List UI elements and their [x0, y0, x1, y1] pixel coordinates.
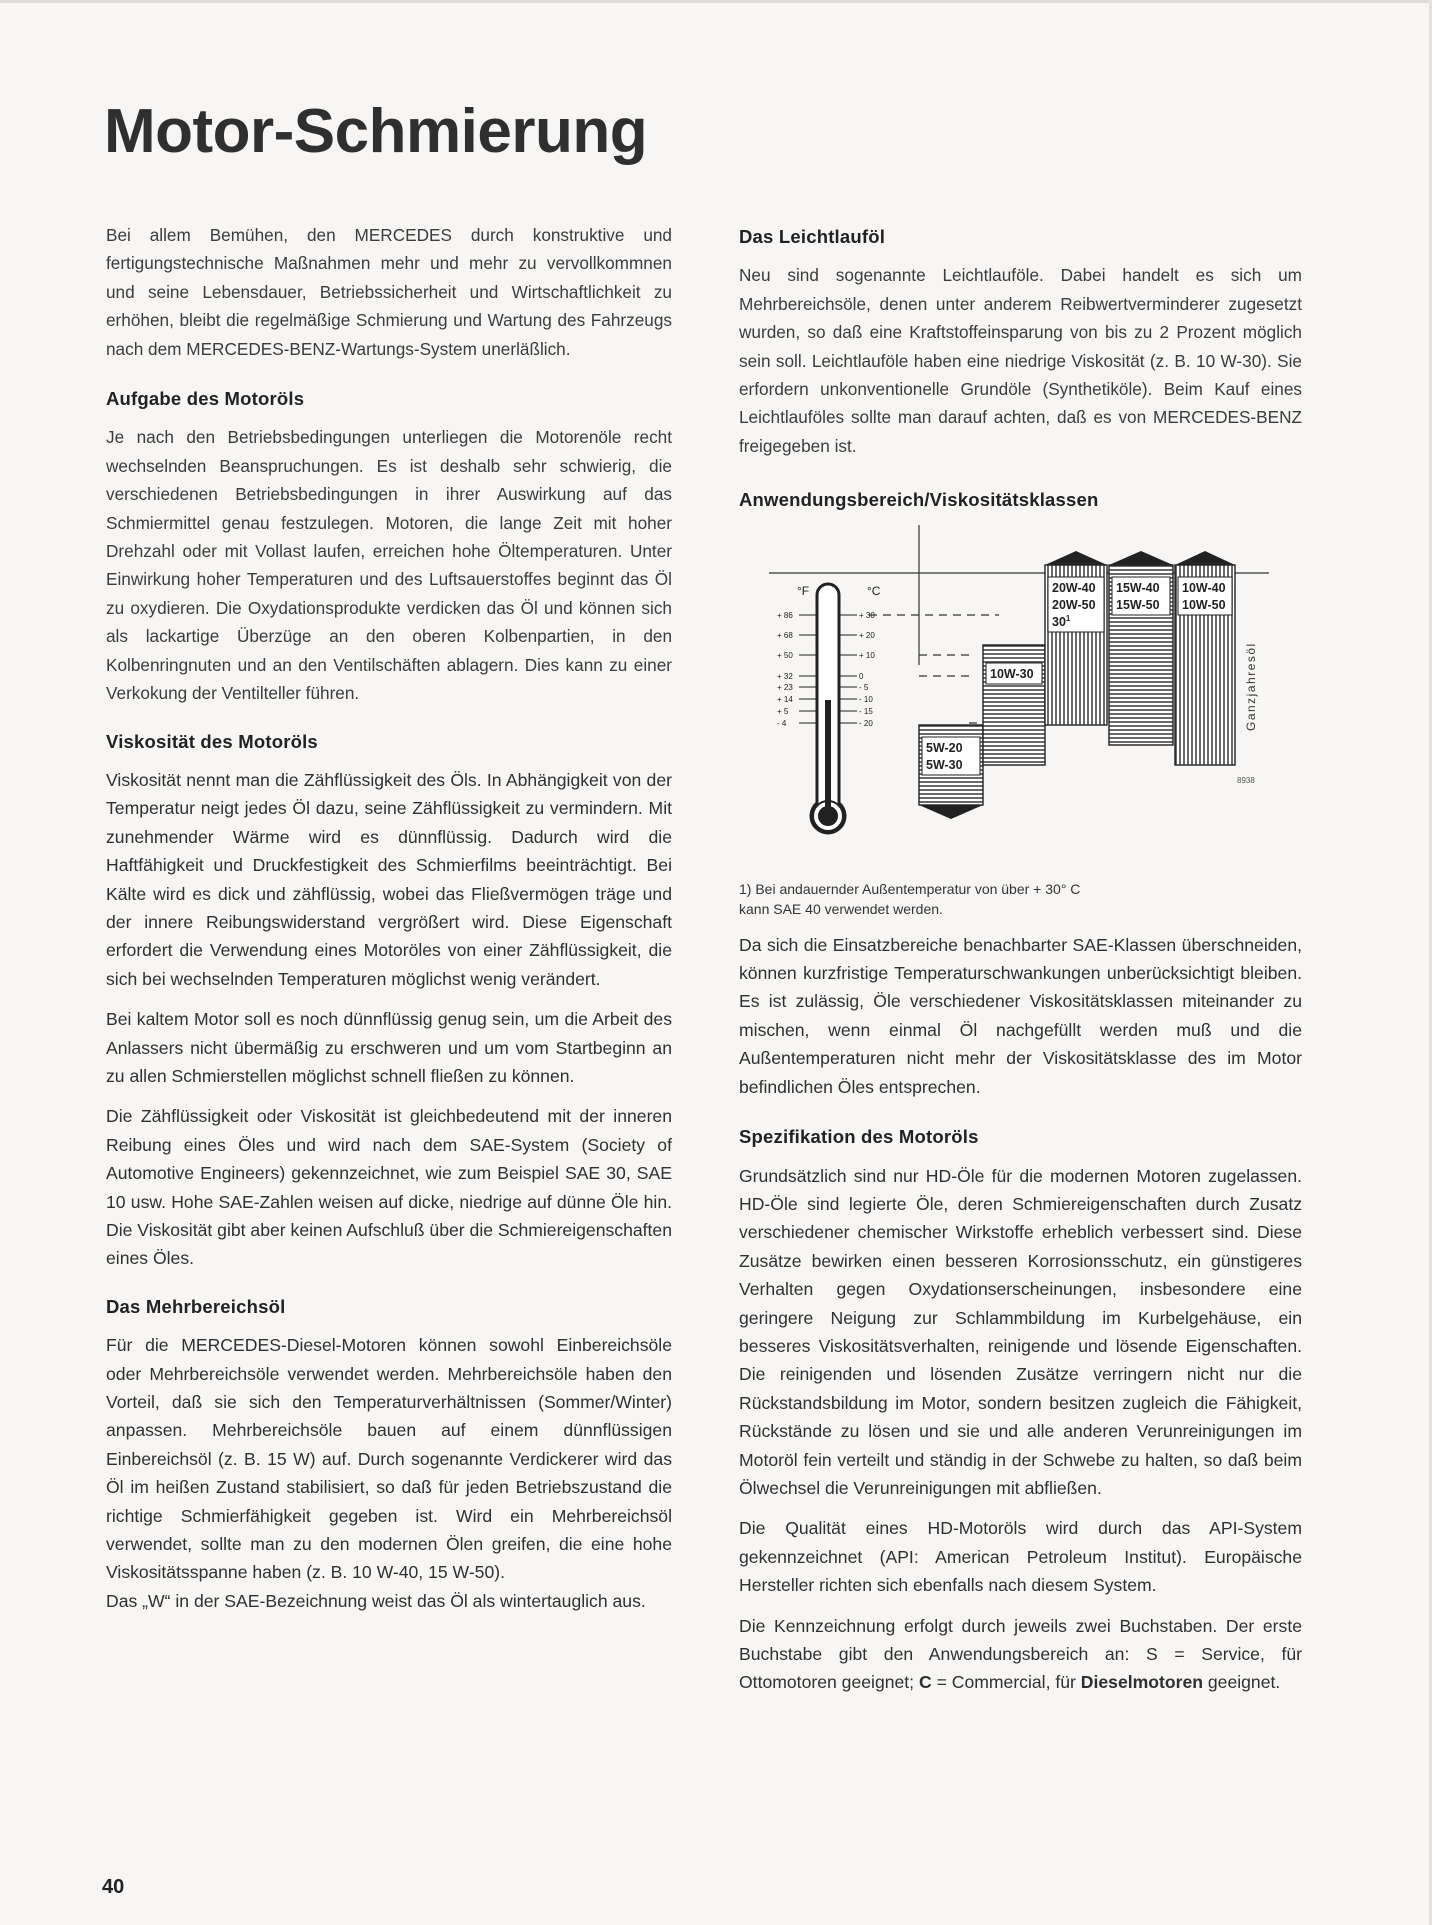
range-arrow-top — [1045, 551, 1107, 565]
intro-paragraph: Bei allem Bemühen, den MERCEDES durch konstruktive und fertigungstechnische Maßnahmen mehr und mehr zu vervollkommnen und seine Lebensdauer, Betriebssicherheit und Wirtschaftlichkeit zu erhöhen, bleibt die regelmäßige Schmierung und Wartung des Fahrzeugs nach dem MERCEDES-BENZ-Wartungs-System unerläßlich. — [106, 225, 672, 359]
viscosity-class-label: 20W-40 — [1052, 580, 1096, 595]
scale-label-c: - 15 — [859, 706, 873, 716]
scale-label-f: + 32 — [777, 671, 793, 681]
paragraph-viskositaet-2: Bei kaltem Motor soll es noch dünnflüssig genug sein, um die Arbeit des Anlassers nicht übermäßig zu erschweren und um vom Startbeginn an zu allen Schmierstellen möglichst schnell fließen zu können. — [106, 1009, 672, 1086]
scale-label-c: - 20 — [859, 718, 873, 728]
paragraph-einsatzbereiche: Da sich die Einsatzbereiche benachbarter SAE-Klassen überschneiden, können kurzfristige Temperaturschwankungen unberücksichtigt bleiben. Es ist zulässig, Öle verschiedener Viskositätsklassen miteinander zu mischen, wenn einmal Öl nachgefüllt werden muß und die Außentemperaturen nicht mehr der Viskositätsklasse des im Motor befindlichen Öles entsprechen. — [739, 934, 1302, 1097]
scan-edge-top — [0, 0, 1432, 3]
scale-label-c: + 20 — [859, 630, 875, 640]
range-arrow-top — [1175, 551, 1235, 565]
scale-label-c: - 5 — [859, 682, 869, 692]
heading-spezifikation: Spezifikation des Motoröls — [739, 1126, 979, 1148]
paragraph-aufgabe: Je nach den Betriebsbedingungen unterliegen die Motorenöle recht wechselnden Beanspruchungen. Es ist deshalb sehr schwierig, die verschiedenen Betriebsbedingungen in ihrer Auswirkung auf das Schmiermittel genau festzulegen. Motoren, die lange Zeit mit hoher Drehzahl oder mit Vollast laufen, erreichen hohe Öltemperaturen. Unter Einwirkung hoher Temperaturen und des Luftsauerstoffes beginnt das Öl zu oxydieren. Die Oxydationsprodukte verdicken das Öl und können sich als lackartige Überzüge an den oberen Kolbenpartien, in den Kolbenringnuten und an den Ventilschäften ablagern. Dies kann zu einer Verkokung der Ventilteller führen. — [106, 427, 672, 704]
scale-label-f: + 68 — [777, 630, 793, 640]
page-title: Motor-Schmierung — [104, 97, 648, 166]
viscosity-class-label: 10W-50 — [1182, 597, 1226, 612]
paragraph-spezifikation-1: Grundsätzlich sind nur HD-Öle für die modernen Motoren zugelassen. HD-Öle sind legierte Öle, deren Schmiereigenschaften durch Zusatz verschiedener chemischer Wirkstoffe erheblich verbessert sind. Diese Zusätze bewirken einen besseren Korrosionsschutz, ein günstigeres Verhalten gegen Oxydationserscheinungen, insbesondere eine geringere Neigung zur Schlammbildung im Kurbelgehäuse, ein besseres Viskositätsverhalten, reinigende und lösende Eigenschaften. Die reinigenden und lösenden Zusätze verringern nicht nur die Rückstandsbildung im Motor, sondern besitzen zugleich die Fähigkeit, Rückstände zu lösen und sie und alle anderen Verunreinigungen im Motoröl fein verteilt und ständig in der Schwebe zu halten, so daß beim Ölwechsel die Verunreinigungen mit abfließen. — [739, 1165, 1302, 1498]
paragraph-mehrbereichsoel: Für die MERCEDES-Diesel-Motoren können sowohl Einbereichsöle oder Mehrbereichsöle verwendet werden. Mehrbereichsöle haben den Vorteil, daß sie sich den Temperaturverhältnissen (Sommer/Winter) anpassen. Mehrbereichsöle bauen auf einem dünnflüssigen Einbereichsöl (z. B. 15 W) auf. Durch sogenannte Verdickerer wird das Öl im heißen Zustand stabilisiert, so daß für jeden Betriebszustand die richtige Schmierfähigkeit gegeben ist. Wird ein Mehrbereichsöl verwendet, sollte man zu den modernen Ölen greifen, die eine hohe Viskositätsspanne haben (z. B. 10 W-40, 15 W-50). — [106, 1335, 672, 1583]
ganzjahresoel-label: Ganzjahresöl — [1244, 641, 1258, 731]
heading-anwendungsbereich: Anwendungsbereich/Viskositätsklassen — [739, 489, 1099, 511]
paragraph-wintertauglich: Das „W“ in der SAE-Bezeichnung weist das Öl als wintertauglich aus. — [106, 1590, 646, 1611]
paragraph-viskositaet-1: Viskosität nennt man die Zähflüssigkeit des Öls. In Abhängigkeit von der Temperatur neigt jedes Öl dazu, seine Zähflüssigkeit zu vermindern. Mit zunehmender Wärme wird es dünnflüssig. Dadurch wird die Haftfähigkeit und Druckfestigkeit des Schmierfilms beeinträchtigt. Bei Kälte wird es dick und zähflüssig, wobei das Fließvermögen träge und der innere Reibungswiderstand vergrößert wird. Diese Eigenschaft erfordert die Verwendung eines Motoröles von einer Zähflüssigkeit, die sich bei wechselnden Temperaturen möglichst wenig verändert. — [106, 769, 672, 989]
scale-label-f: + 23 — [777, 682, 793, 692]
footnote-marker: 1 — [1065, 613, 1071, 623]
scale-label-f: + 50 — [777, 650, 793, 660]
viscosity-class-label: 20W-50 — [1052, 597, 1096, 612]
paragraph-viskositaet-3: Die Zähflüssigkeit oder Viskosität ist gleichbedeutend mit der inneren Reibung eines Öles und wird nach dem SAE-System (Society of Automotive Engineers) gekennzeichnet, wie zum Beispiel SAE 30, SAE 10 usw. Hohe SAE-Zahlen weisen auf dicke, niedrige auf dünne Öle hin. Die Viskosität gibt aber keinen Aufschluß über die Schmiereigenschaften eines Öles. — [106, 1106, 672, 1269]
viscosity-class-label: 5W-30 — [926, 757, 963, 772]
viscosity-class-label: 15W-40 — [1116, 580, 1160, 595]
figure-number: 8938 — [1237, 775, 1255, 785]
scale-label-c: + 30 — [859, 610, 875, 620]
spez3-text-e: geeignet. — [1203, 1672, 1281, 1693]
scale-label-c: + 10 — [859, 650, 875, 660]
scale-label-c: 0 — [859, 671, 864, 681]
footnote-line-1: 1) Bei andauernder Außentemperatur von über + 30° C — [739, 880, 1081, 897]
right-column — [739, 223, 1302, 1709]
scale-label-f: + 5 — [777, 706, 789, 716]
viscosity-class-label: 10W-30 — [990, 666, 1034, 681]
unit-fahrenheit: °F — [797, 583, 810, 598]
page-number: 40 — [102, 1876, 125, 1898]
heading-mehrbereichsoel: Das Mehrbereichsöl — [106, 1295, 286, 1317]
range-arrow-bottom — [919, 805, 983, 819]
left-column — [106, 221, 672, 1627]
paragraph-leichtlaufoel: Neu sind sogenannte Leichtlauföle. Dabei handelt es sich um Mehrbereichsöle, denen unter anderem Reibwertverminderer zugesetzt wurden, so daß eine Kraftstoffeinsparung von bis zu 2 Prozent möglich sein soll. Leichtlauföle haben eine niedrige Viskosität (z. B. 10 W-30). Sie erfordern unkonventionelle Grundöle (Synthetiköle). Beim Kauf eines Leichtlauföles sollte man darauf achten, daß es von MERCEDES-BENZ freigegeben ist. — [739, 265, 1302, 456]
viscosity-class-label: 5W-20 — [926, 740, 963, 755]
spez3-dieselmotoren: Dieselmotoren — [1080, 1672, 1203, 1693]
thermometer — [811, 584, 845, 833]
scale-label-c: - 10 — [859, 694, 873, 704]
spez3-text-c: = Commercial, für — [931, 1672, 1081, 1693]
viscosity-chart — [739, 525, 1299, 861]
viscosity-class-label: 15W-50 — [1116, 597, 1160, 612]
range-arrow-top — [1109, 551, 1173, 565]
heading-aufgabe: Aufgabe des Motoröls — [106, 388, 305, 410]
spez3-text-a: Die Kennzeichnung erfolgt durch jeweils zwei Buchstaben. Der erste Buchstabe gibt den Anwendungsbereich an: S = Service, für Ottomotoren geeignet; — [739, 1615, 1302, 1693]
heading-leichtlaufoel: Das Leichtlauföl — [739, 226, 886, 247]
scale-label-f: - 4 — [777, 718, 787, 728]
heading-viskositaet: Viskosität des Motoröls — [106, 730, 318, 752]
spez3-letter-c: C — [918, 1672, 932, 1693]
scale-label-f: + 86 — [777, 610, 793, 620]
paragraph-spezifikation-3 — [739, 1612, 1302, 1697]
footnote-line-2: kann SAE 40 verwendet werden. — [739, 900, 943, 917]
scale-label-f: + 14 — [777, 694, 793, 704]
unit-celsius: °C — [867, 583, 881, 598]
paragraph-spezifikation-2: Die Qualität eines HD-Motoröls wird durch das API-System gekennzeichnet (API: American Petroleum Institut). Europäische Hersteller richten sich ebenfalls nach diesem System. — [739, 1518, 1302, 1596]
footnote — [739, 879, 1302, 919]
viscosity-class-label: 10W-40 — [1182, 580, 1226, 595]
viscosity-class-label: $30^1$ — [1052, 613, 1071, 629]
